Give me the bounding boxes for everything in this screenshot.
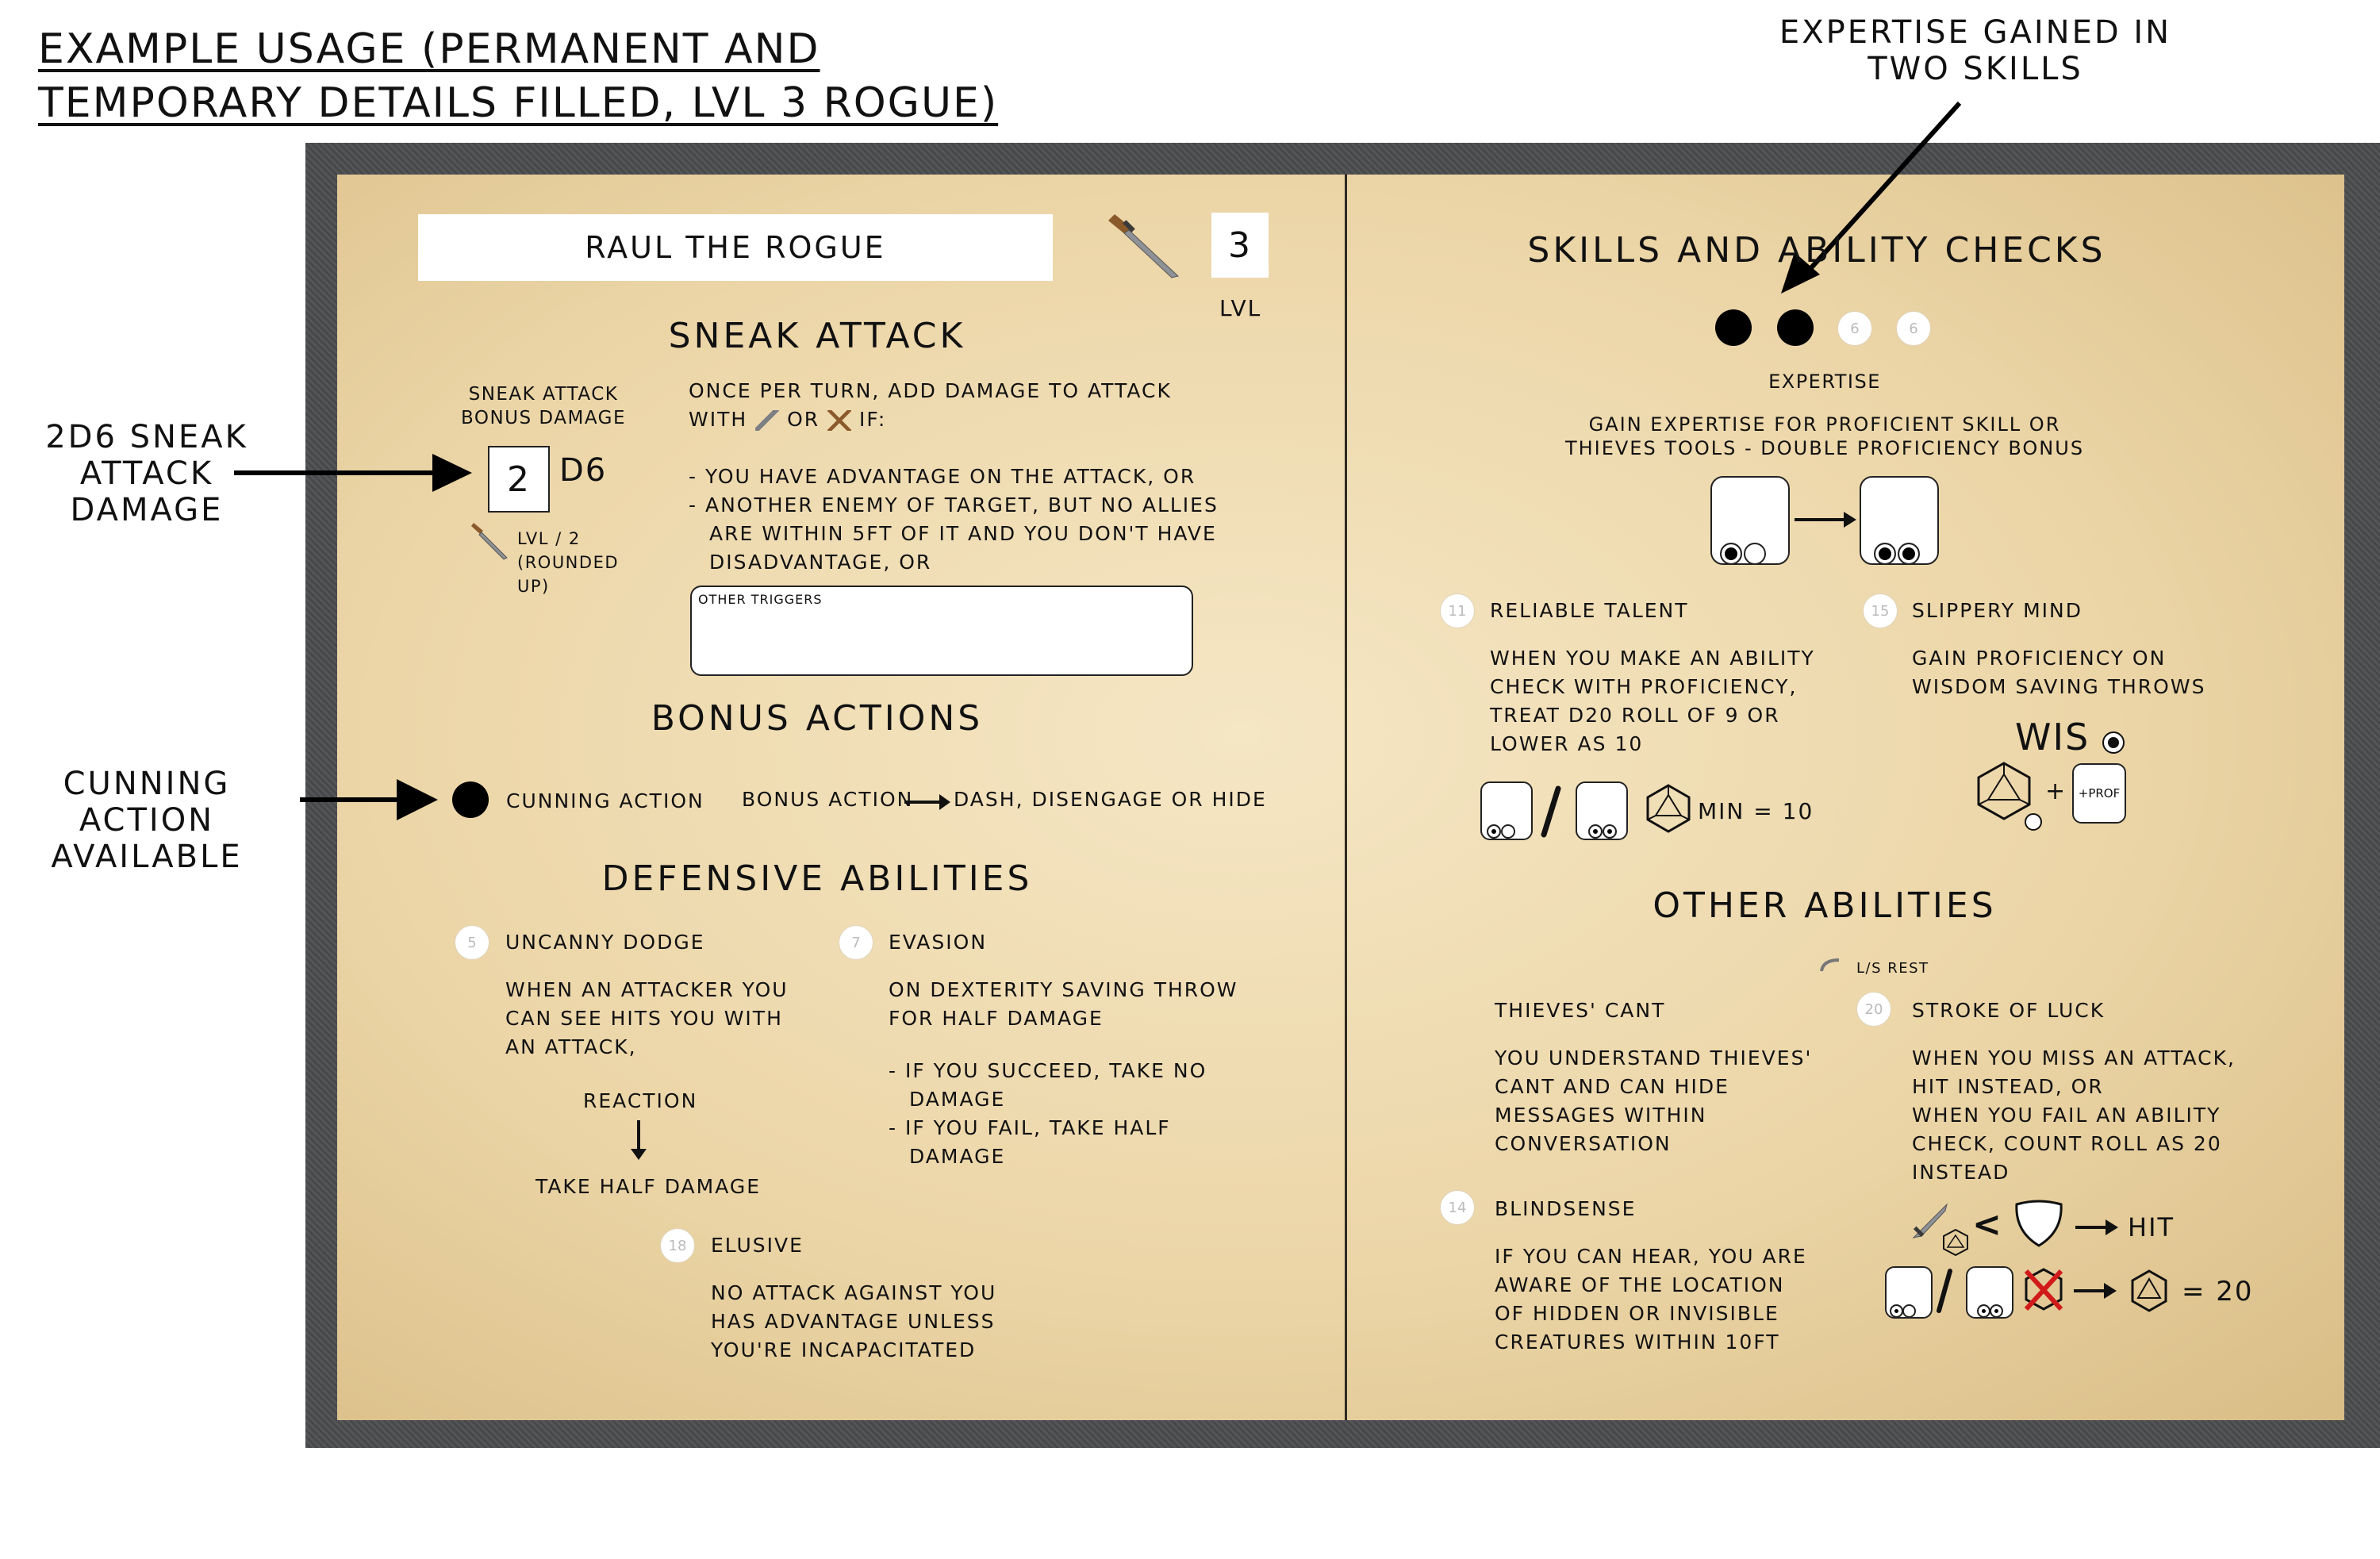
elusive-desc-line: YOU'RE INCAPACITATED xyxy=(711,1338,977,1361)
evasion-desc-line: ON DEXTERITY SAVING THROW xyxy=(889,978,1238,1001)
luck-desc-line: CHECK, COUNT ROLL AS 20 xyxy=(1912,1132,2222,1155)
callout-expertise-line: TWO SKILLS xyxy=(1868,51,2083,87)
skill-card-dot-filled xyxy=(1487,824,1501,839)
reliable-desc xyxy=(1490,644,1815,758)
d20-icon xyxy=(2129,1269,2169,1312)
arrow-down-icon xyxy=(627,1120,651,1160)
elusive-desc-line: NO ATTACK AGAINST YOU xyxy=(711,1281,997,1304)
reliable-desc-line: LOWER AS 10 xyxy=(1490,732,1644,755)
slash-icon xyxy=(1539,785,1563,841)
skill-card-dot-filled xyxy=(1890,1304,1903,1318)
sneak-formula-line: UP) xyxy=(517,577,550,596)
dagger-small-icon xyxy=(470,520,515,564)
sneak-formula-line: LVL / 2 xyxy=(517,529,581,548)
elusive-name: ELUSIVE xyxy=(711,1234,804,1257)
sneak-bullet: - YOU HAVE ADVANTAGE ON THE ATTACK, OR xyxy=(689,465,1196,488)
evasion-name: EVASION xyxy=(889,931,988,954)
callout-cunning-line: CUNNING ACTION xyxy=(63,766,231,839)
sneak-formula xyxy=(517,527,620,598)
skill-card-dot-filled xyxy=(1977,1304,1990,1318)
skill-card-expertise-icon xyxy=(1576,781,1628,840)
elusive-level-badge: 18 xyxy=(660,1228,695,1263)
evasion-bullet: - IF YOU SUCCEED, TAKE NO xyxy=(889,1059,1207,1082)
arrow-cunning-head xyxy=(397,779,438,820)
luck-desc-line: WHEN YOU MISS AN ATTACK, xyxy=(1912,1046,2236,1069)
callout-sneak-line: DAMAGE xyxy=(70,492,224,528)
ranged-crossed-arrows-icon xyxy=(827,410,851,431)
sneak-bonus-label xyxy=(444,382,643,430)
dagger-icon xyxy=(1107,206,1194,286)
rest-icon xyxy=(1818,957,1842,974)
skill-card-proficient-icon xyxy=(1480,781,1533,840)
slippery-mind-name: SLIPPERY MIND xyxy=(1912,599,2083,622)
plus-icon: + xyxy=(2045,778,2067,805)
blindsense-name: BLINDSENSE xyxy=(1495,1197,1637,1220)
callout-sneak-line: 2D6 SNEAK xyxy=(45,419,248,455)
sneak-desc-or: OR xyxy=(787,408,820,431)
d20-small-icon xyxy=(1942,1228,1969,1257)
skill-card-dot-filled xyxy=(1874,543,1896,565)
sneak-description xyxy=(689,377,1260,577)
luck-desc-line: HIT INSTEAD, OR xyxy=(1912,1075,2104,1098)
sneak-formula-line: (ROUNDED xyxy=(517,553,620,572)
other-triggers-field[interactable] xyxy=(690,586,1193,676)
bonus-action-result: DASH, DISENGAGE OR HIDE xyxy=(954,788,1267,811)
cant-desc-line: MESSAGES WITHIN xyxy=(1495,1104,1707,1127)
sneak-desc-with: WITH xyxy=(689,408,748,431)
sneak-bonus-label-line: SNEAK ATTACK xyxy=(468,384,619,405)
blindsense-desc-line: CREATURES WITHIN 10FT xyxy=(1495,1331,1780,1354)
wis-label: WIS xyxy=(2015,716,2090,758)
arrow-right-icon xyxy=(904,790,952,814)
other-triggers-label: OTHER TRIGGERS xyxy=(698,592,823,607)
skill-card-proficient-icon xyxy=(1710,476,1790,565)
expertise-desc-line: THIEVES TOOLS - DOUBLE PROFICIENCY BONUS xyxy=(1564,437,2085,459)
skill-card-expertise-icon xyxy=(1966,1266,2013,1319)
skills-heading: SKILLS AND ABILITY CHECKS xyxy=(1527,230,2106,271)
wis-proficiency-fill xyxy=(2108,737,2119,748)
blindsense-desc-line: AWARE OF THE LOCATION xyxy=(1495,1273,1785,1296)
sneak-dice-count-field[interactable]: 2 xyxy=(488,446,550,513)
arrow-sneak-head xyxy=(432,454,472,492)
reliable-desc-line: TREAT D20 ROLL OF 9 OR xyxy=(1490,704,1780,727)
evasion-desc xyxy=(889,976,1238,1171)
wis-proficiency-dot[interactable] xyxy=(2102,732,2125,754)
luck-desc-line: WHEN YOU FAIL AN ABILITY xyxy=(1912,1104,2221,1127)
sneak-desc-if: IF: xyxy=(859,408,887,431)
evasion-bullet: DAMAGE xyxy=(909,1145,1006,1168)
prof-card: +PROF xyxy=(2072,763,2126,824)
uncanny-dodge-name: UNCANNY DODGE xyxy=(505,931,705,954)
slippery-desc xyxy=(1912,644,2205,701)
thieves-cant-name: THIEVES' CANT xyxy=(1495,999,1666,1022)
skill-card-dot-filled xyxy=(1720,543,1742,565)
arrow-right-icon xyxy=(2075,1215,2120,1239)
expertise-slot-4[interactable]: 6 xyxy=(1896,311,1931,346)
thieves-cant-desc xyxy=(1495,1044,1812,1158)
sneak-bullet: - ANOTHER ENEMY OF TARGET, BUT NO ALLIES xyxy=(689,493,1219,516)
skill-card-dot-empty xyxy=(1501,824,1515,839)
uncanny-desc xyxy=(505,976,789,1062)
skill-card-dot-empty xyxy=(1744,543,1766,565)
hit-label: HIT xyxy=(2128,1212,2175,1242)
small-circle-icon xyxy=(2025,813,2042,831)
slippery-level-badge: 15 xyxy=(1863,593,1898,628)
skill-card-proficient-icon xyxy=(1885,1266,1933,1319)
cant-desc-line: YOU UNDERSTAND THIEVES' xyxy=(1495,1046,1813,1069)
sneak-bonus-label-line: BONUS DAMAGE xyxy=(461,408,626,428)
less-than-icon: < xyxy=(1972,1204,2003,1245)
stroke-of-luck-desc xyxy=(1912,1044,2236,1187)
skill-card-dot-empty xyxy=(1902,1304,1916,1318)
skill-card-dot-filled xyxy=(1603,824,1617,839)
callout-cunning-line: AVAILABLE xyxy=(51,839,243,875)
title-line-2: TEMPORARY DETAILS FILLED, LVL 3 ROGUE) xyxy=(38,79,999,127)
cant-desc-line: CANT AND CAN HIDE xyxy=(1495,1075,1729,1098)
bonus-actions-heading: BONUS ACTIONS xyxy=(651,698,984,739)
uncanny-desc-line: WHEN AN ATTACKER YOU xyxy=(505,978,789,1001)
sneak-dice-type: D6 xyxy=(559,452,608,489)
expertise-desc xyxy=(1507,413,2142,460)
d20-icon xyxy=(1646,784,1691,833)
sneak-desc-line: ONCE PER TURN, ADD DAMAGE TO ATTACK xyxy=(689,379,1172,402)
uncanny-desc-line: AN ATTACK, xyxy=(505,1035,637,1058)
evasion-level-badge: 7 xyxy=(839,925,873,960)
callout-expertise-line: EXPERTISE GAINED IN xyxy=(1779,14,2172,51)
cunning-action-label: CUNNING ACTION xyxy=(506,789,704,812)
arrow-right-icon xyxy=(1795,508,1858,532)
bonus-action-label: BONUS ACTION xyxy=(742,788,914,811)
character-name-field[interactable]: RAUL THE ROGUE xyxy=(418,214,1053,281)
evasion-bullet: - IF YOU FAIL, TAKE HALF xyxy=(889,1116,1171,1139)
luck-level-badge: 20 xyxy=(1856,992,1891,1027)
skill-card-expertise-icon xyxy=(1860,476,1939,565)
sneak-attack-heading: SNEAK ATTACK xyxy=(668,316,966,356)
rest-label: L/S REST xyxy=(1856,960,1929,977)
evasion-bullet: DAMAGE xyxy=(909,1088,1006,1111)
stroke-of-luck-name: STROKE OF LUCK xyxy=(1912,999,2106,1022)
reliable-min: MIN = 10 xyxy=(1698,798,1814,824)
finesse-dagger-icon xyxy=(755,410,779,431)
slash-icon xyxy=(1934,1268,1955,1315)
reliable-desc-line: WHEN YOU MAKE AN ABILITY xyxy=(1490,647,1815,670)
title-line-1: EXAMPLE USAGE (PERMANENT AND xyxy=(38,25,820,73)
luck-equals-20: = 20 xyxy=(2182,1276,2254,1307)
blindsense-level-badge: 14 xyxy=(1440,1190,1475,1225)
luck-desc-line: INSTEAD xyxy=(1912,1161,2010,1184)
shield-icon xyxy=(2013,1200,2064,1249)
slippery-desc-line: GAIN PROFICIENCY ON xyxy=(1912,647,2167,670)
slippery-desc-line: WISDOM SAVING THROWS xyxy=(1912,675,2206,698)
uncanny-desc-line: CAN SEE HITS YOU WITH xyxy=(505,1007,783,1030)
arrow-right-icon xyxy=(2074,1279,2118,1303)
uncanny-reaction: REACTION xyxy=(583,1089,698,1112)
level-label: LVL xyxy=(1219,295,1262,321)
uncanny-level-badge: 5 xyxy=(455,925,489,960)
uncanny-effect: TAKE HALF DAMAGE xyxy=(536,1175,762,1198)
d20-crossed-icon xyxy=(2023,1268,2064,1312)
evasion-desc-line: FOR HALF DAMAGE xyxy=(889,1007,1104,1030)
expertise-slot-1[interactable] xyxy=(1715,309,1752,346)
blindsense-desc-line: IF YOU CAN HEAR, YOU ARE xyxy=(1495,1245,1807,1268)
reliable-talent-name: RELIABLE TALENT xyxy=(1490,599,1689,622)
blindsense-desc-line: OF HIDDEN OR INVISIBLE xyxy=(1495,1302,1779,1325)
reliable-desc-line: CHECK WITH PROFICIENCY, xyxy=(1490,675,1798,698)
expertise-slot-3[interactable]: 6 xyxy=(1837,311,1872,346)
skill-card-dot-filled xyxy=(1588,824,1603,839)
expertise-label: EXPERTISE xyxy=(1768,371,1881,393)
sneak-desc-line-2 xyxy=(689,405,1260,434)
reliable-level-badge: 11 xyxy=(1440,593,1475,628)
expertise-desc-line: GAIN EXPERTISE FOR PROFICIENT SKILL OR xyxy=(1588,413,2061,436)
cant-desc-line: CONVERSATION xyxy=(1495,1132,1672,1155)
skill-card-dot-filled xyxy=(1990,1304,2003,1318)
blindsense-desc xyxy=(1495,1242,1807,1357)
callout-sneak-line: ATTACK xyxy=(79,455,214,492)
defensive-heading: DEFENSIVE ABILITIES xyxy=(601,858,1033,899)
d20-icon xyxy=(1977,762,2031,820)
cunning-action-checkbox[interactable] xyxy=(452,781,489,818)
elusive-desc xyxy=(711,1279,996,1365)
sneak-bullet: ARE WITHIN 5FT OF IT AND YOU DON'T HAVE xyxy=(709,522,1217,545)
skill-card-dot-filled xyxy=(1898,543,1920,565)
other-abilities-heading: OTHER ABILITIES xyxy=(1653,885,1997,926)
expertise-slot-2[interactable] xyxy=(1777,309,1814,346)
elusive-desc-line: HAS ADVANTAGE UNLESS xyxy=(711,1310,996,1333)
sneak-bullet: DISADVANTAGE, OR xyxy=(709,551,932,574)
level-field[interactable]: 3 xyxy=(1211,213,1269,278)
